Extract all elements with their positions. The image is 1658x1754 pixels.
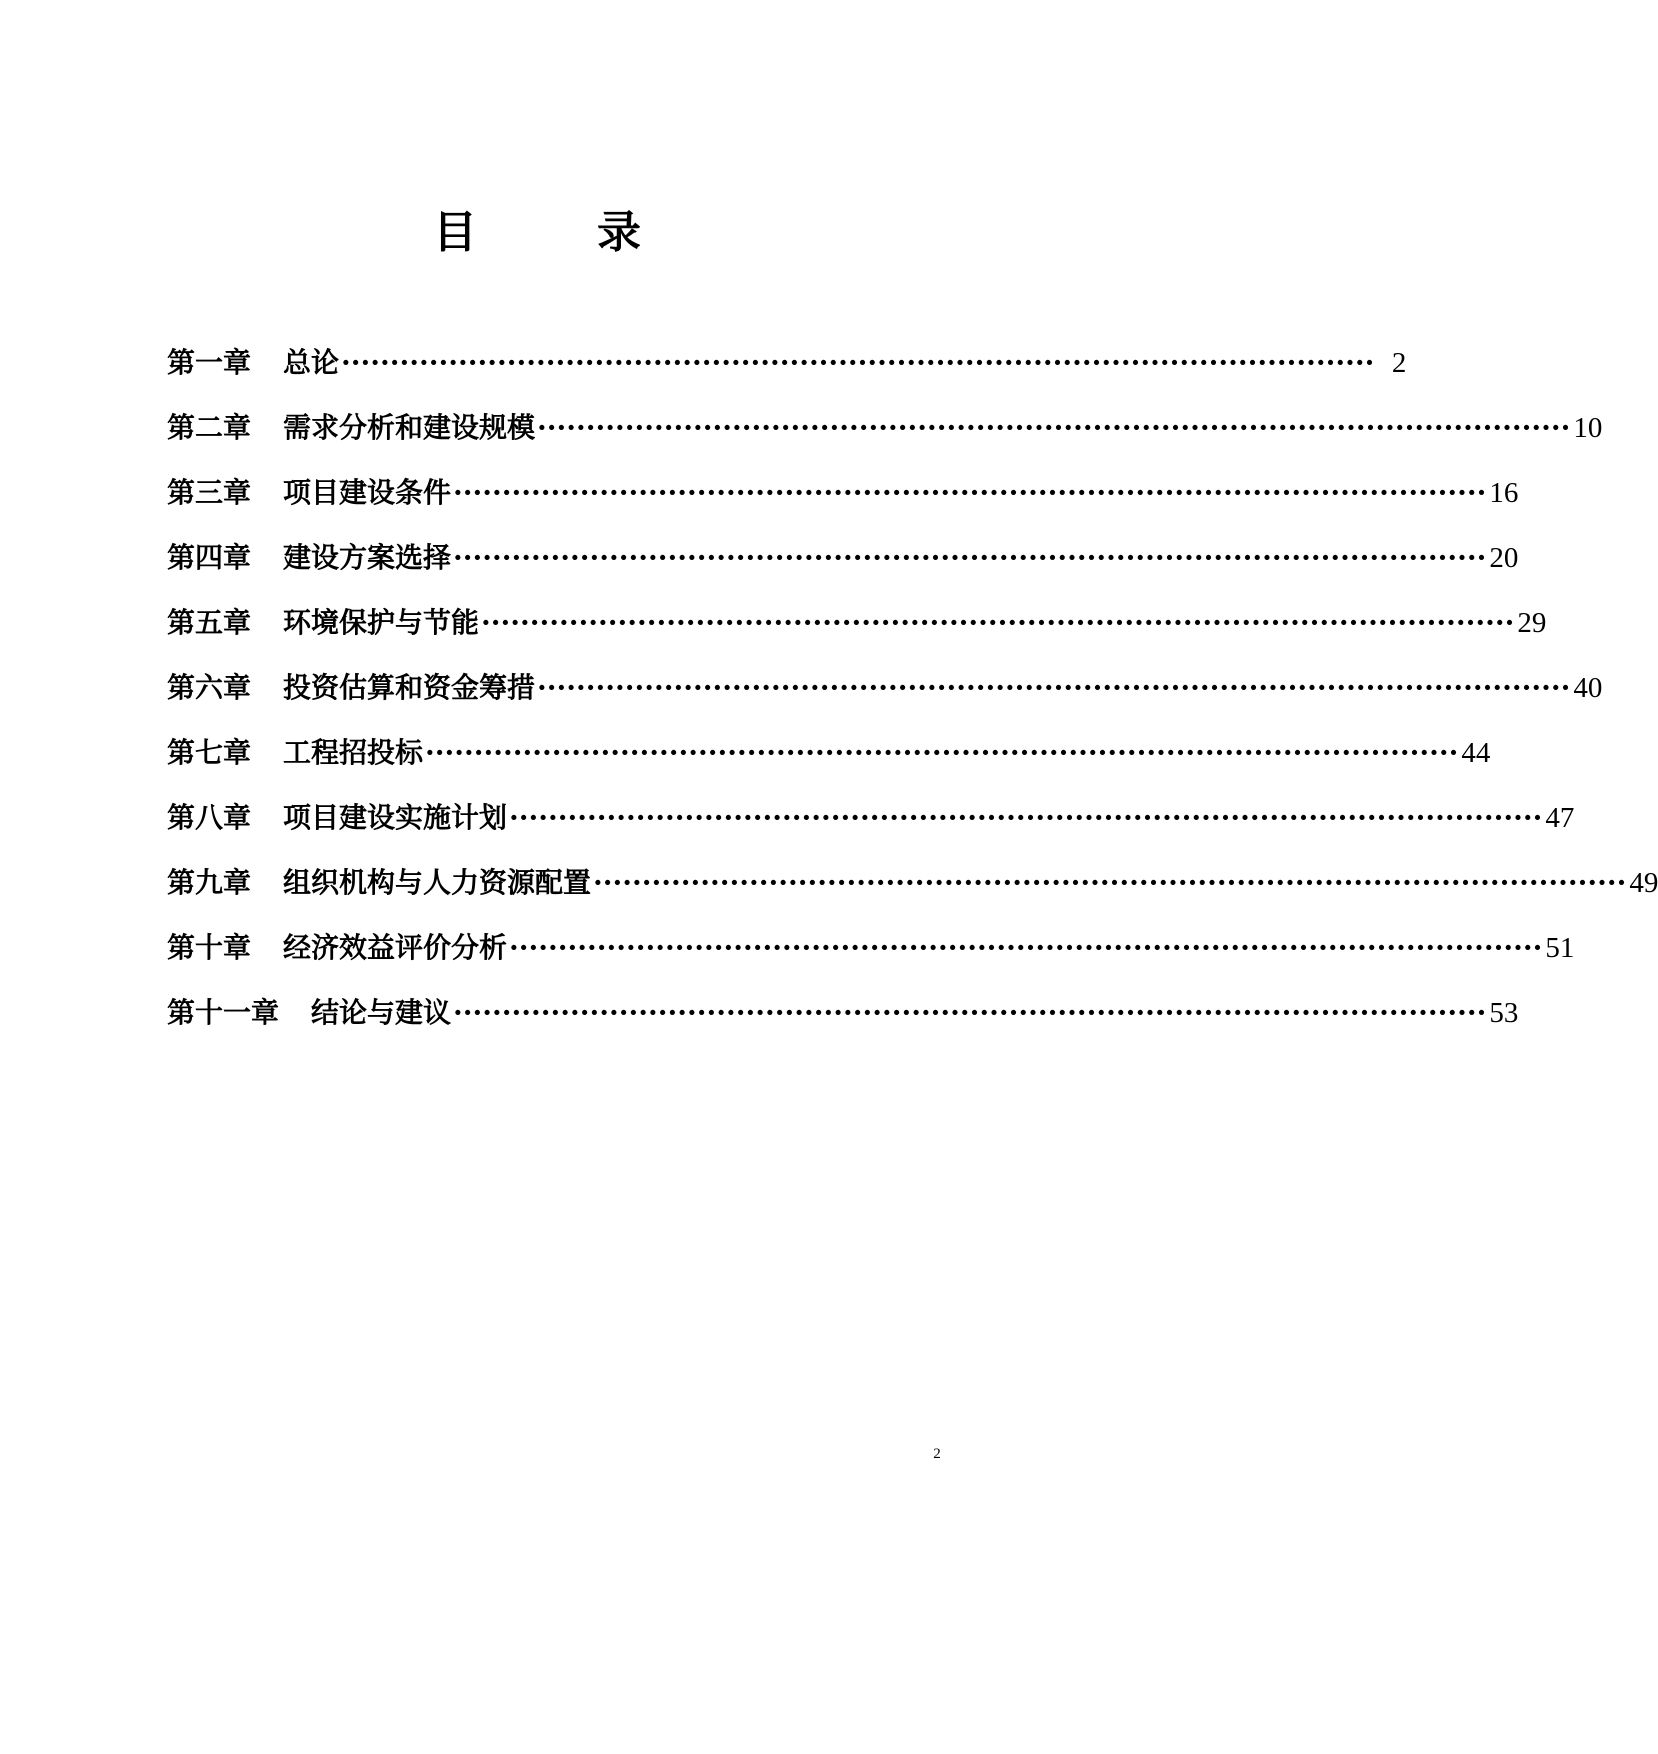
page-number: 20 [1489, 542, 1519, 574]
footer-page-number: 2 [933, 1446, 941, 1462]
page-number: 29 [1517, 607, 1547, 639]
page-number: 44 [1461, 737, 1491, 769]
toc-entry[interactable] [167, 330, 1407, 395]
chapter-number: 第七章 [167, 736, 252, 769]
toc-entry[interactable] [167, 785, 1575, 850]
page-number: 16 [1489, 477, 1519, 509]
toc-entry[interactable] [167, 590, 1547, 655]
chapter-number: 第八章 [167, 801, 252, 834]
toc-entry[interactable] [167, 460, 1519, 525]
chapter-title[interactable]: 投资估算和资金筹措 [283, 671, 536, 704]
chapter-number: 第一章 [167, 346, 252, 379]
toc-entry[interactable] [167, 525, 1519, 590]
dot-leader: ·········································································································· [453, 996, 1487, 1029]
dot-leader: ·········································································································· [481, 606, 1515, 639]
dot-leader: ·········································································································· [509, 931, 1543, 964]
chapter-title[interactable]: 项目建设实施计划 [283, 801, 508, 834]
page-number: 2 [1391, 347, 1407, 379]
chapter-number: 第二章 [167, 411, 252, 444]
dot-leader: ·········································································································· [453, 476, 1487, 509]
toc-entry[interactable] [167, 915, 1575, 980]
dot-leader: ·········································································································· [509, 801, 1543, 834]
chapter-number: 第五章 [167, 606, 252, 639]
chapter-number: 第四章 [167, 541, 252, 574]
chapter-title[interactable]: 需求分析和建设规模 [283, 411, 536, 444]
chapter-number: 第三章 [167, 476, 252, 509]
dot-leader: ·········································································································· [593, 866, 1627, 899]
toc-entry[interactable] [167, 980, 1519, 1045]
toc-entry[interactable] [167, 850, 1658, 915]
dot-leader: ·········································································································· [425, 736, 1459, 769]
toc-entry[interactable] [167, 395, 1603, 460]
chapter-number: 第九章 [167, 866, 252, 899]
toc-title: 目 录 [433, 207, 679, 258]
chapter-title[interactable]: 经济效益评价分析 [283, 931, 508, 964]
chapter-number: 第六章 [167, 671, 252, 704]
toc-entry[interactable] [167, 720, 1491, 785]
page-number: 53 [1489, 997, 1519, 1029]
chapter-title[interactable]: 结论与建议 [311, 996, 452, 1029]
page-number: 10 [1573, 412, 1603, 444]
toc-list [167, 330, 1658, 1045]
dot-leader: ·········································································································· [341, 346, 1375, 379]
chapter-title[interactable]: 环境保护与节能 [283, 606, 480, 639]
dot-leader: ·········································································································· [537, 671, 1571, 704]
chapter-number: 第十章 [167, 931, 252, 964]
dot-leader: ·········································································································· [537, 411, 1571, 444]
chapter-title[interactable]: 总论 [283, 346, 340, 379]
toc-entry[interactable] [167, 655, 1603, 720]
chapter-title[interactable]: 项目建设条件 [283, 476, 452, 509]
page-number: 51 [1545, 932, 1575, 964]
chapter-title[interactable]: 建设方案选择 [283, 541, 452, 574]
page-number: 40 [1573, 672, 1603, 704]
dot-leader: ·········································································································· [453, 541, 1487, 574]
page-number: 47 [1545, 802, 1575, 834]
page-number: 49 [1629, 867, 1658, 899]
chapter-title[interactable]: 工程招投标 [283, 736, 424, 769]
chapter-title[interactable]: 组织机构与人力资源配置 [283, 866, 592, 899]
chapter-number: 第十一章 [167, 996, 280, 1029]
